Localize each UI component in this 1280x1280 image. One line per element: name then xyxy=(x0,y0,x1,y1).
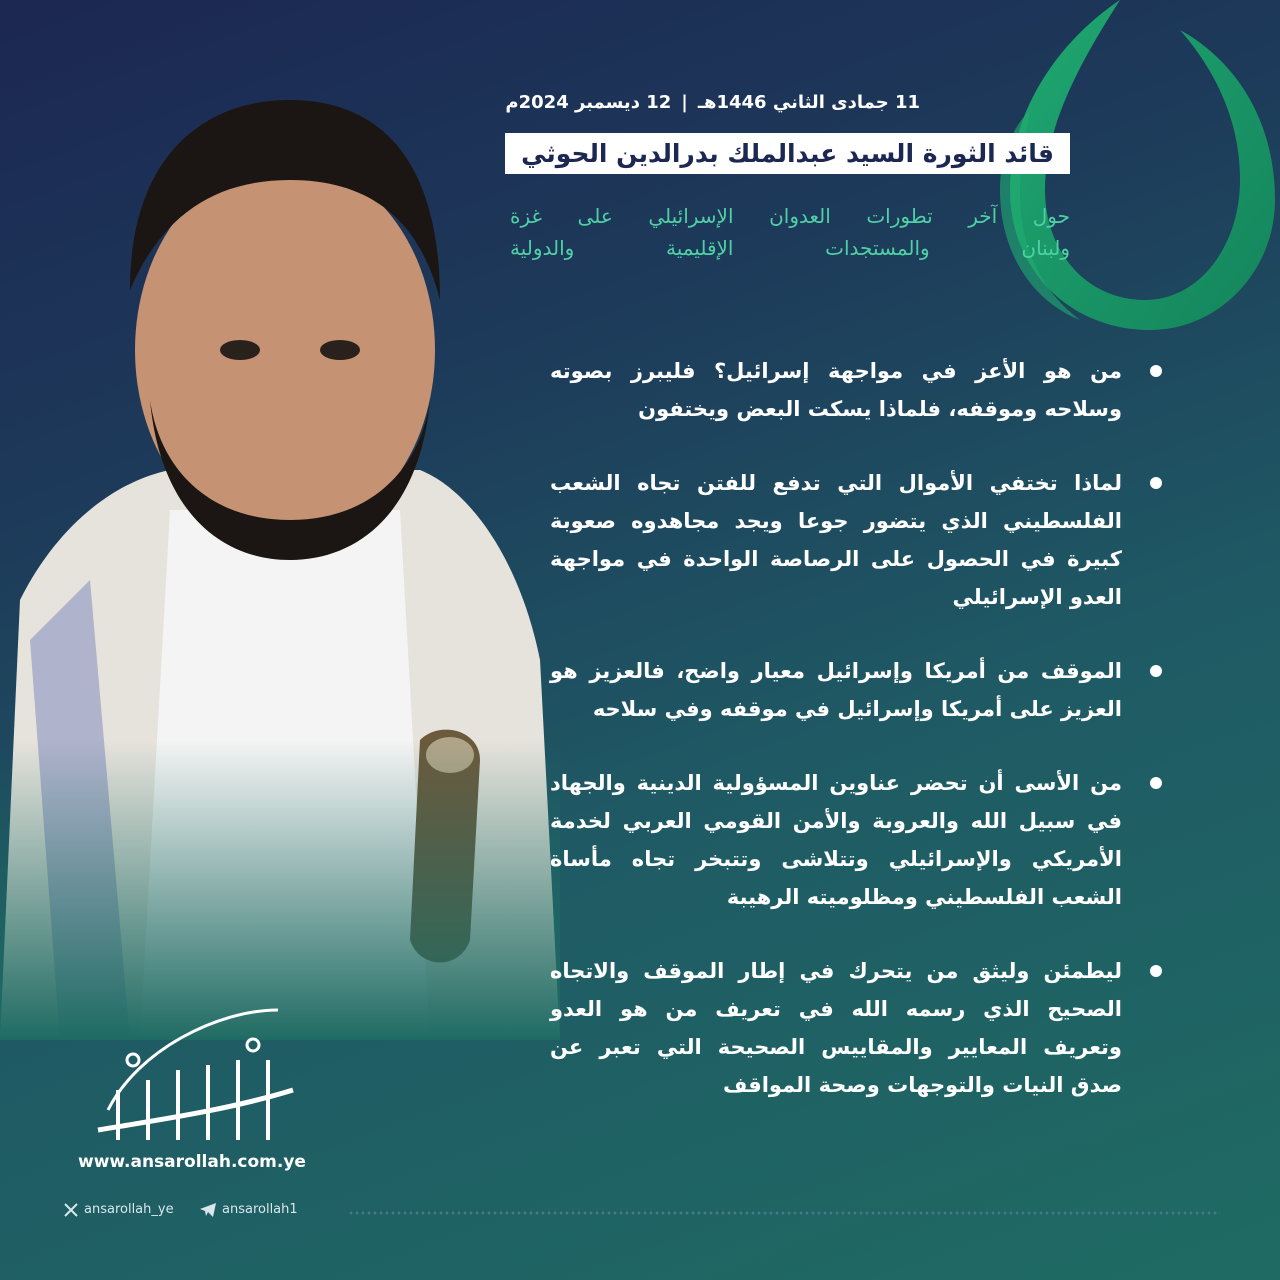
subtitle-line-1: حول آخر تطورات العدوان الإسرائيلي على غزة xyxy=(510,204,1070,228)
telegram-account[interactable] xyxy=(200,1202,298,1217)
telegram-handle: ansarollah1 xyxy=(222,1202,298,1217)
x-account[interactable] xyxy=(64,1202,174,1217)
list-item xyxy=(550,764,1162,916)
date-hijri: 11 جمادى الثاني 1446هـ xyxy=(697,92,920,113)
bullet-dot xyxy=(1150,477,1162,489)
list-item-text: من هو الأعز في مواجهة إسرائيل؟ فليبرز بصوته وسلاحه وموقفه، فلماذا يسكت البعض ويختفون xyxy=(550,359,1122,421)
subtitle xyxy=(510,200,1070,264)
bullet-list xyxy=(550,352,1162,1140)
website-link[interactable]: www.ansarollah.com.ye xyxy=(78,1152,306,1172)
bullet-dot xyxy=(1150,777,1162,789)
x-handle: ansarollah_ye xyxy=(84,1202,174,1217)
list-item-text: الموقف من أمريكا وإسرائيل معيار واضح، فالعزيز هو العزيز على أمريكا وإسرائيل في موقفه وفي سلاحه xyxy=(550,659,1122,721)
subtitle-line-2: ولبنان والمستجدات الإقليمية والدولية xyxy=(510,236,1070,260)
list-item xyxy=(550,352,1162,428)
title-box xyxy=(505,133,1070,174)
ansarollah-logo xyxy=(78,990,308,1150)
dotted-divider xyxy=(348,1209,1220,1217)
bullet-dot xyxy=(1150,965,1162,977)
list-item xyxy=(550,464,1162,616)
bullet-dot xyxy=(1150,365,1162,377)
list-item-text: ليطمئن وليثق من يتحرك في إطار الموقف والاتجاه الصحيح الذي رسمه الله في تعريف من هو العدو وتعريف المعايير والمقاييس الصحيحة التي تعبر عن صدق النيات والتوجهات وصحة المواقف xyxy=(550,959,1122,1097)
telegram-icon xyxy=(200,1203,216,1217)
list-item xyxy=(550,952,1162,1104)
list-item-text: لماذا تختفي الأموال التي تدفع للفتن تجاه الشعب الفلسطيني الذي يتضور جوعا ويجد مجاهدوه صعوبة كبيرة في الحصول على الرصاصة الواحدة في مواجهة العدو الإسرائيلي xyxy=(550,471,1122,609)
bullet-dot xyxy=(1150,665,1162,677)
list-item xyxy=(550,652,1162,728)
date-separator: | xyxy=(681,92,688,113)
date-line xyxy=(505,92,920,113)
page-title: قائد الثورة السيد عبدالملك بدرالدين الحوثي xyxy=(521,139,1054,168)
speaker-portrait xyxy=(0,40,560,1040)
date-gregorian: 12 ديسمبر 2024م xyxy=(505,92,672,113)
x-icon xyxy=(64,1203,78,1217)
list-item-text: من الأسى أن تحضر عناوين المسؤولية الدينية والجهاد في سبيل الله والعروبة والأمن القومي العربي لخدمة الأمريكي والإسرائيلي وتتلاشى وتتبخر تجاه مأساة الشعب الفلسطيني ومظلوميته الرهيبة xyxy=(550,771,1122,909)
